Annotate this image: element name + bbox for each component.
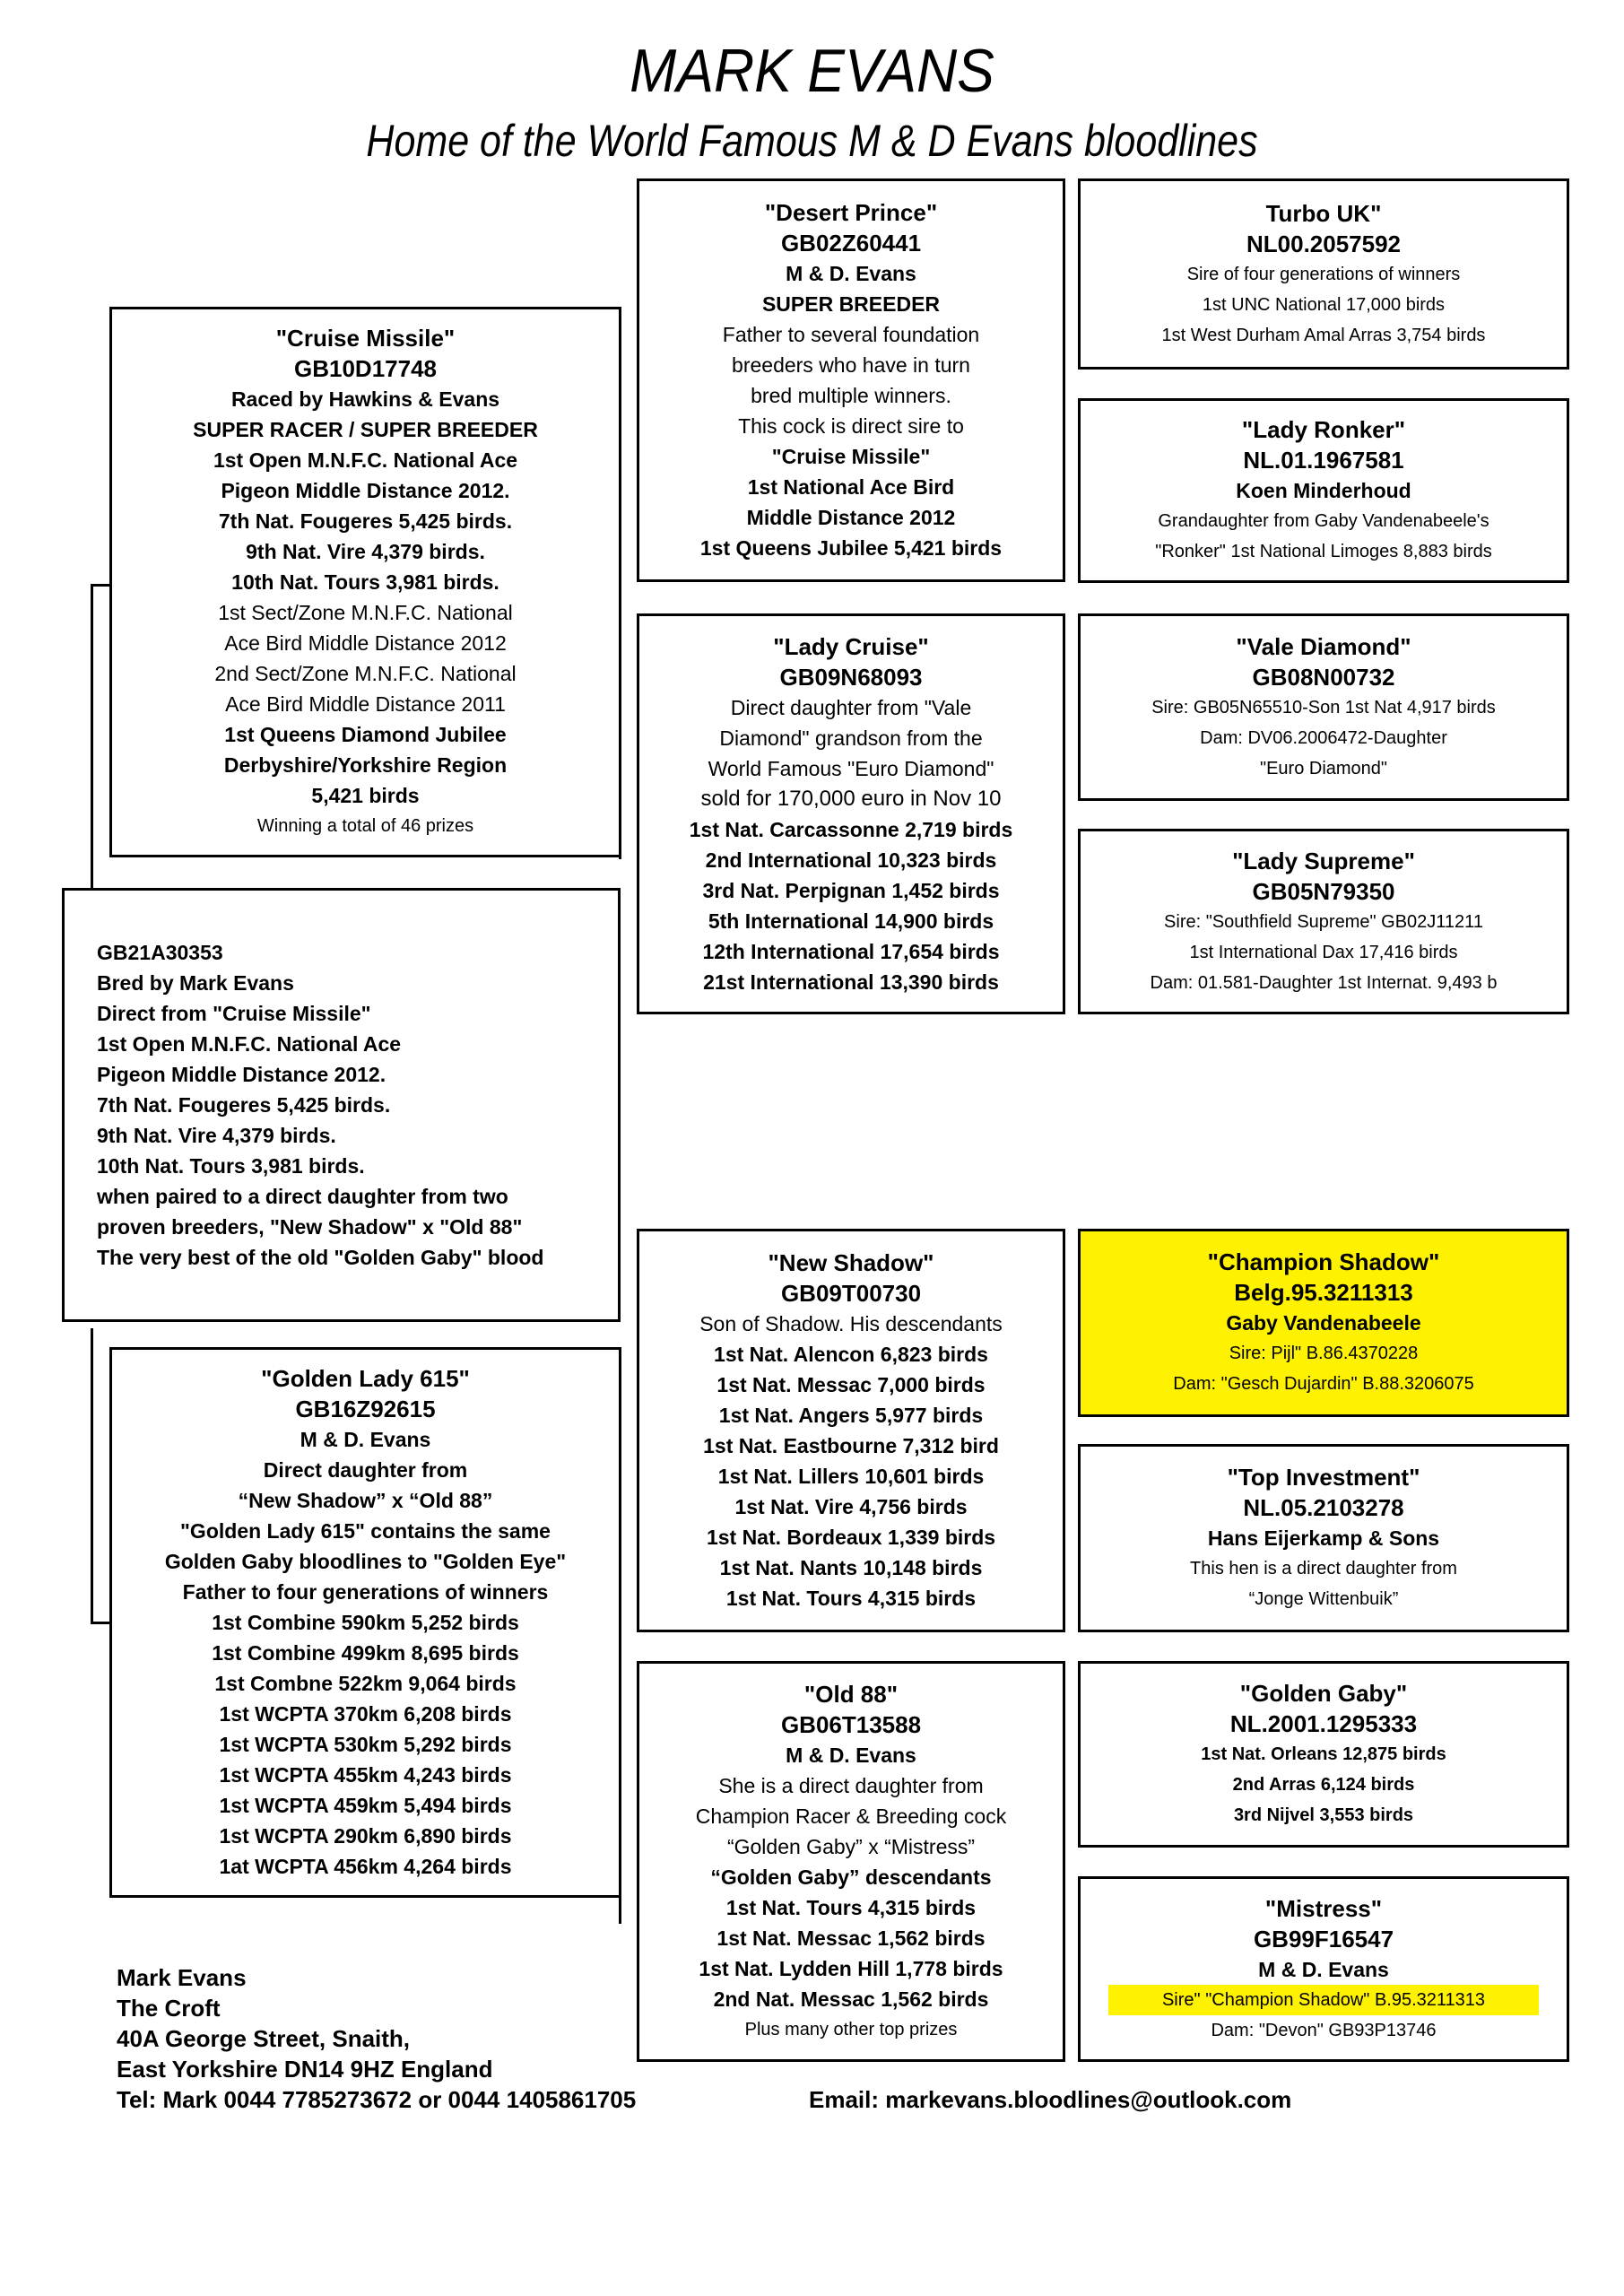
ring-number: NL00.2057592 bbox=[1246, 230, 1402, 257]
detail-line: 1st Nat. Angers 5,977 birds bbox=[718, 1404, 984, 1427]
ring-number: GB16Z92615 bbox=[295, 1396, 436, 1422]
detail-line: “Golden Gaby” descendants bbox=[710, 1865, 992, 1889]
detail-line: Sire: GB05N65510-Son 1st Nat 4,917 birds bbox=[1151, 697, 1496, 718]
detail-line: Sire: "Southfield Supreme" GB02J11211 bbox=[1164, 911, 1483, 932]
detail-line: “Golden Gaby” x “Mistress” bbox=[726, 1834, 976, 1858]
detail-line: Ace Bird Middle Distance 2011 bbox=[225, 692, 506, 716]
detail-line: 1st Combne 522km 9,064 birds bbox=[214, 1672, 517, 1695]
top-investment-card bbox=[1078, 1444, 1569, 1632]
detail-line: Direct daughter from bbox=[263, 1458, 468, 1482]
detail-line: "Golden Lady 615" contains the same bbox=[180, 1519, 551, 1543]
detail-line: “Jonge Wittenbuik” bbox=[1248, 1589, 1399, 1609]
detail-line: Hans Eijerkamp & Sons bbox=[1207, 1526, 1440, 1550]
detail-line: 1st Nat. Eastbourne 7,312 bird bbox=[703, 1434, 999, 1457]
detail-line: Gaby Vandenabeele bbox=[1226, 1311, 1421, 1335]
detail-line: 1st Nat. Carcassonne 2,719 birds bbox=[689, 817, 1013, 841]
detail-line: Dam: 01.581-Daughter 1st Internat. 9,493 b bbox=[1150, 972, 1498, 993]
detail-line: 1st Nat. Lillers 10,601 birds bbox=[717, 1465, 985, 1488]
lady-supreme-card bbox=[1078, 829, 1569, 1014]
pigeon-name: "Lady Supreme" bbox=[1232, 847, 1415, 874]
detail-line: 1at WCPTA 456km 4,264 birds bbox=[219, 1855, 512, 1878]
detail-line: 3rd Nat. Perpignan 1,452 birds bbox=[702, 878, 1000, 902]
dam-card bbox=[109, 1347, 621, 1898]
detail-line: This cock is direct sire to bbox=[738, 414, 964, 438]
detail-line: Diamond" grandson from the bbox=[719, 726, 983, 750]
pigeon-name: "Desert Prince" bbox=[764, 199, 938, 226]
detail-line: "Cruise Missile" bbox=[771, 445, 931, 468]
detail-line: 1st Nat. Vire 4,756 birds bbox=[734, 1495, 968, 1518]
detail-line: SUPER BREEDER bbox=[761, 292, 941, 316]
detail-line: M & D. Evans bbox=[786, 1743, 916, 1767]
detail-line: Sire" "Champion Shadow" B.95.3211313 bbox=[1108, 1985, 1539, 2015]
detail-line: 1st Combine 499km 8,695 birds bbox=[212, 1641, 519, 1665]
ring-number: GB02Z60441 bbox=[780, 230, 922, 257]
detail-line: Pigeon Middle Distance 2012. bbox=[221, 479, 510, 502]
pigeon-name: "Golden Lady 615" bbox=[261, 1365, 470, 1392]
ring-number: GB09N68093 bbox=[779, 663, 923, 691]
page-subtitle: Home of the World Famous M & D Evans bloodlines bbox=[366, 116, 1258, 166]
address-line: Mark Evans bbox=[117, 1964, 247, 1991]
detail-line: 1st WCPTA 459km 5,494 birds bbox=[219, 1794, 512, 1817]
detail-line: Father to four generations of winners bbox=[182, 1580, 549, 1604]
detail-line: 1st National Ace Bird bbox=[747, 475, 955, 499]
detail-line: 1st WCPTA 370km 6,208 birds bbox=[219, 1702, 512, 1726]
detail-line: 1st Nat. Messac 1,562 birds bbox=[716, 1926, 986, 1950]
detail-line: 1st International Dax 17,416 birds bbox=[1189, 942, 1458, 962]
detail-line: 1st Nat. Orleans 12,875 birds bbox=[1201, 1744, 1446, 1764]
detail-line: 9th Nat. Vire 4,379 birds. bbox=[246, 540, 485, 563]
golden-gaby-card bbox=[1078, 1661, 1569, 1848]
detail-line: 10th Nat. Tours 3,981 birds. bbox=[231, 570, 499, 594]
champion-shadow-card bbox=[1078, 1229, 1569, 1417]
pigeon-name: "New Shadow" bbox=[768, 1249, 934, 1276]
ring-number: Bred by Mark Evans bbox=[97, 971, 294, 995]
detail-line: Dam: "Gesch Dujardin" B.88.3206075 bbox=[1173, 1374, 1474, 1394]
detail-line: Grandaughter from Gaby Vandenabeele's bbox=[1158, 511, 1489, 531]
detail-line: proven breeders, "New Shadow" x "Old 88" bbox=[97, 1215, 523, 1239]
detail-line: She is a direct daughter from bbox=[718, 1773, 984, 1797]
pigeon-name: "Old 88" bbox=[803, 1680, 899, 1708]
detail-line: 9th Nat. Vire 4,379 birds. bbox=[97, 1124, 336, 1147]
bracket-line bbox=[91, 1328, 93, 1624]
detail-line: Pigeon Middle Distance 2012. bbox=[97, 1063, 386, 1086]
pigeon-name: GB21A30353 bbox=[97, 941, 223, 964]
new-shadow-card bbox=[637, 1229, 1065, 1632]
detail-line: Father to several foundation bbox=[722, 323, 980, 346]
ring-number: GB10D17748 bbox=[294, 355, 437, 382]
detail-line: 2nd Arras 6,124 birds bbox=[1232, 1775, 1415, 1795]
desert-prince-card bbox=[637, 178, 1065, 582]
page-title: MARK EVANS bbox=[630, 37, 994, 105]
email-line[interactable]: Email: markevans.bloodlines@outlook.com bbox=[809, 2086, 1292, 2113]
detail-line: 5,421 birds bbox=[311, 784, 420, 807]
subject-card bbox=[62, 888, 621, 1322]
detail-line: 1st Nat. Nants 10,148 birds bbox=[719, 1556, 983, 1579]
sire-card bbox=[109, 307, 621, 857]
detail-line: 1st WCPTA 530km 5,292 birds bbox=[219, 1733, 512, 1756]
detail-line: "Euro Diamond" bbox=[1259, 758, 1388, 778]
address-block bbox=[117, 1962, 636, 2115]
detail-line: Sire: Pijl" B.86.4370228 bbox=[1229, 1344, 1419, 1363]
address-line: 40A George Street, Snaith, bbox=[117, 2025, 411, 2052]
detail-line: breeders who have in turn bbox=[732, 353, 970, 377]
detail-line: 5th International 14,900 birds bbox=[708, 909, 994, 933]
detail-line: Derbyshire/Yorkshire Region bbox=[223, 753, 508, 777]
phone-line: Tel: Mark 0044 7785273672 or 0044 1405861705 bbox=[117, 2086, 637, 2113]
detail-line: 1st Queens Jubilee 5,421 birds bbox=[699, 536, 1003, 560]
detail-line: Son of Shadow. His descendants bbox=[699, 1312, 1003, 1335]
detail-line: 1st WCPTA 455km 4,243 birds bbox=[219, 1763, 512, 1787]
bracket-line bbox=[91, 584, 93, 894]
detail-line: 1st UNC National 17,000 birds bbox=[1202, 294, 1446, 315]
detail-line: 1st Nat. Lydden Hill 1,778 birds bbox=[699, 1956, 1003, 1980]
detail-line: Middle Distance 2012 bbox=[746, 506, 956, 529]
detail-line: when paired to a direct daughter from two bbox=[97, 1185, 508, 1208]
detail-line: 1st Nat. Tours 4,315 birds bbox=[725, 1587, 977, 1610]
detail-line: 3rd Nijvel 3,553 birds bbox=[1233, 1805, 1414, 1825]
detail-line: Direct from "Cruise Missile" bbox=[97, 1002, 371, 1025]
detail-line: 21st International 13,390 birds bbox=[703, 970, 999, 994]
detail-line: 1st Queens Diamond Jubilee bbox=[224, 723, 507, 746]
detail-line: 1st Nat. Bordeaux 1,339 birds bbox=[706, 1526, 996, 1549]
ring-number: NL.05.2103278 bbox=[1243, 1494, 1404, 1521]
detail-line: Dam: "Devon" GB93P13746 bbox=[1211, 2020, 1437, 2040]
detail-line: 2nd Nat. Messac 1,562 birds bbox=[713, 1987, 989, 2011]
detail-line: 12th International 17,654 birds bbox=[702, 939, 1000, 963]
detail-line: 1st WCPTA 290km 6,890 birds bbox=[219, 1824, 512, 1848]
detail-line: Golden Gaby bloodlines to "Golden Eye" bbox=[164, 1550, 567, 1573]
pigeon-name: "Lady Ronker" bbox=[1241, 416, 1406, 443]
detail-line: sold for 170,000 euro in Nov 10 bbox=[700, 786, 1002, 811]
ring-number: NL.2001.1295333 bbox=[1229, 1710, 1418, 1737]
detail-line: "Ronker" 1st National Limoges 8,883 birds bbox=[1155, 542, 1492, 561]
ring-number: NL.01.1967581 bbox=[1243, 447, 1404, 474]
detail-line: This hen is a direct daughter from bbox=[1190, 1559, 1457, 1578]
detail-line: M & D. Evans bbox=[1258, 1957, 1389, 1981]
detail-line: 7th Nat. Fougeres 5,425 birds. bbox=[218, 509, 513, 533]
detail-line: SUPER RACER / SUPER BREEDER bbox=[193, 418, 538, 441]
detail-line: Koen Minderhoud bbox=[1236, 479, 1411, 502]
detail-line: M & D. Evans bbox=[786, 262, 916, 285]
detail-line: 1st Nat. Tours 4,315 birds bbox=[725, 1895, 977, 1919]
pigeon-name: "Top Investment" bbox=[1227, 1464, 1420, 1491]
detail-line: 1st Nat. Alencon 6,823 birds bbox=[714, 1343, 988, 1366]
pigeon-name: "Golden Gaby" bbox=[1239, 1680, 1408, 1707]
ring-number: GB05N79350 bbox=[1252, 877, 1395, 905]
detail-line: “New Shadow” x “Old 88” bbox=[238, 1489, 493, 1512]
vale-diamond-card bbox=[1078, 613, 1569, 801]
ring-number: Belg.95.3211313 bbox=[1234, 1279, 1413, 1306]
detail-line: Plus many other top prizes bbox=[744, 2019, 958, 2039]
detail-line: Dam: DV06.2006472-Daughter bbox=[1200, 727, 1447, 748]
mistress-card bbox=[1078, 1876, 1569, 2062]
pigeon-name: Turbo UK" bbox=[1265, 199, 1382, 227]
detail-line: 10th Nat. Tours 3,981 birds. bbox=[97, 1154, 365, 1178]
detail-line: The very best of the old "Golden Gaby" blood bbox=[97, 1246, 544, 1269]
detail-line: World Famous "Euro Diamond" bbox=[708, 756, 994, 780]
detail-line: 2nd Sect/Zone M.N.F.C. National bbox=[214, 662, 517, 685]
detail-line: Sire of four generations of winners bbox=[1186, 264, 1461, 284]
detail-line: 1st Combine 590km 5,252 birds bbox=[212, 1611, 519, 1634]
ring-number: GB08N00732 bbox=[1252, 663, 1395, 691]
detail-line: Direct daughter from "Vale bbox=[730, 695, 972, 719]
detail-line: 1st Open M.N.F.C. National Ace bbox=[97, 1032, 402, 1056]
old-88-card bbox=[637, 1661, 1065, 2062]
detail-line: 1st Sect/Zone M.N.F.C. National bbox=[218, 601, 513, 624]
detail-line: M & D. Evans bbox=[300, 1428, 431, 1451]
detail-line: bred multiple winners. bbox=[751, 384, 951, 407]
turbo-uk-card bbox=[1078, 178, 1569, 370]
pigeon-name: "Mistress" bbox=[1264, 1894, 1383, 1922]
ring-number: GB09T00730 bbox=[780, 1280, 922, 1307]
address-line: The Croft bbox=[117, 1995, 221, 2022]
detail-line: Winning a total of 46 prizes bbox=[256, 816, 474, 836]
ring-number: GB99F16547 bbox=[1253, 1925, 1394, 1952]
lady-cruise-card bbox=[637, 613, 1065, 1014]
detail-line: Raced by Hawkins & Evans bbox=[230, 387, 500, 411]
detail-line: 7th Nat. Fougeres 5,425 birds. bbox=[97, 1093, 391, 1117]
detail-line: Champion Racer & Breeding cock bbox=[695, 1804, 1007, 1828]
pigeon-name: "Champion Shadow" bbox=[1207, 1248, 1440, 1275]
detail-line: 2nd International 10,323 birds bbox=[705, 848, 997, 872]
detail-line: Ace Bird Middle Distance 2012 bbox=[224, 631, 507, 655]
detail-line: 1st Open M.N.F.C. National Ace bbox=[213, 448, 518, 472]
pigeon-name: "Lady Cruise" bbox=[773, 632, 929, 660]
address-line: East Yorkshire DN14 9HZ England bbox=[117, 2056, 493, 2083]
detail-line: 1st Nat. Messac 7,000 birds bbox=[716, 1373, 986, 1396]
pigeon-name: "Vale Diamond" bbox=[1236, 632, 1411, 660]
ring-number: GB06T13588 bbox=[780, 1710, 922, 1738]
detail-line: 1st West Durham Amal Arras 3,754 birds bbox=[1161, 325, 1486, 345]
lady-ronker-card bbox=[1078, 398, 1569, 583]
pigeon-name: "Cruise Missile" bbox=[275, 325, 456, 352]
